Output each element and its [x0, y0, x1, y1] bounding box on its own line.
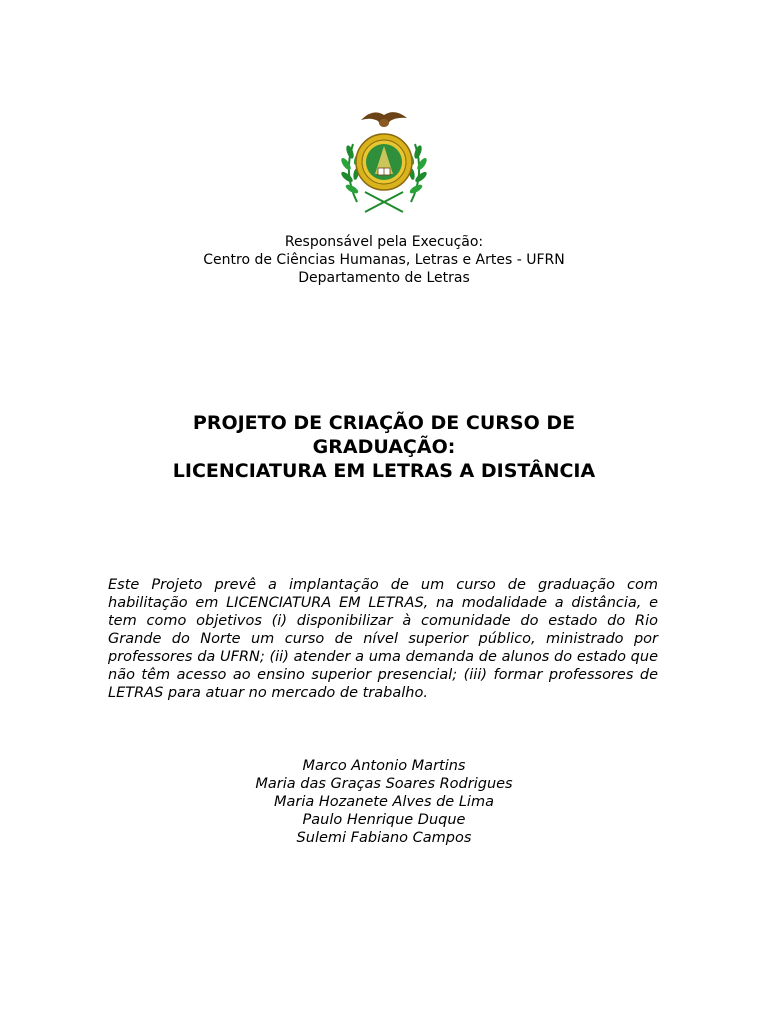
author-name: Marco Antonio Martins: [302, 758, 466, 774]
document-title: [0, 411, 768, 483]
abstract-paragraph: Este Projeto prevê a implantação de um curso de graduação com habilitação em LICENCIATURA EM LETRAS, na modalidade a distância, e tem como objetivos (i) disponibilizar à comunidade do estado do Rio Grande do Norte um curso de nível superior público, ministrado por professores da UFRN; (ii) atender a uma demanda de alunos do estado que não têm acesso ao ensino superior presencial; (iii) formar professores de LETRAS para atuar no mercado de trabalho.: [108, 577, 658, 701]
title-line-3: LICENCIATURA EM LETRAS A DISTÂNCIA: [172, 460, 596, 482]
department-name: Departamento de Letras: [298, 270, 470, 286]
title-line-2: GRADUAÇÃO:: [312, 436, 456, 458]
authors-list: [0, 757, 768, 847]
execution-label: Responsável pela Execução:: [284, 234, 484, 250]
title-line-1: PROJETO DE CRIAÇÃO DE CURSO DE: [192, 412, 576, 434]
university-coat-of-arms-icon: [335, 104, 433, 216]
author-name: Maria Hozanete Alves de Lima: [274, 794, 494, 810]
author-name: Paulo Henrique Duque: [302, 812, 466, 828]
author-name: Maria das Graças Soares Rodrigues: [255, 776, 513, 792]
execution-block: [0, 233, 768, 287]
author-name: Sulemi Fabiano Campos: [296, 830, 472, 846]
center-name: Centro de Ciências Humanas, Letras e Artes - UFRN: [203, 252, 565, 268]
